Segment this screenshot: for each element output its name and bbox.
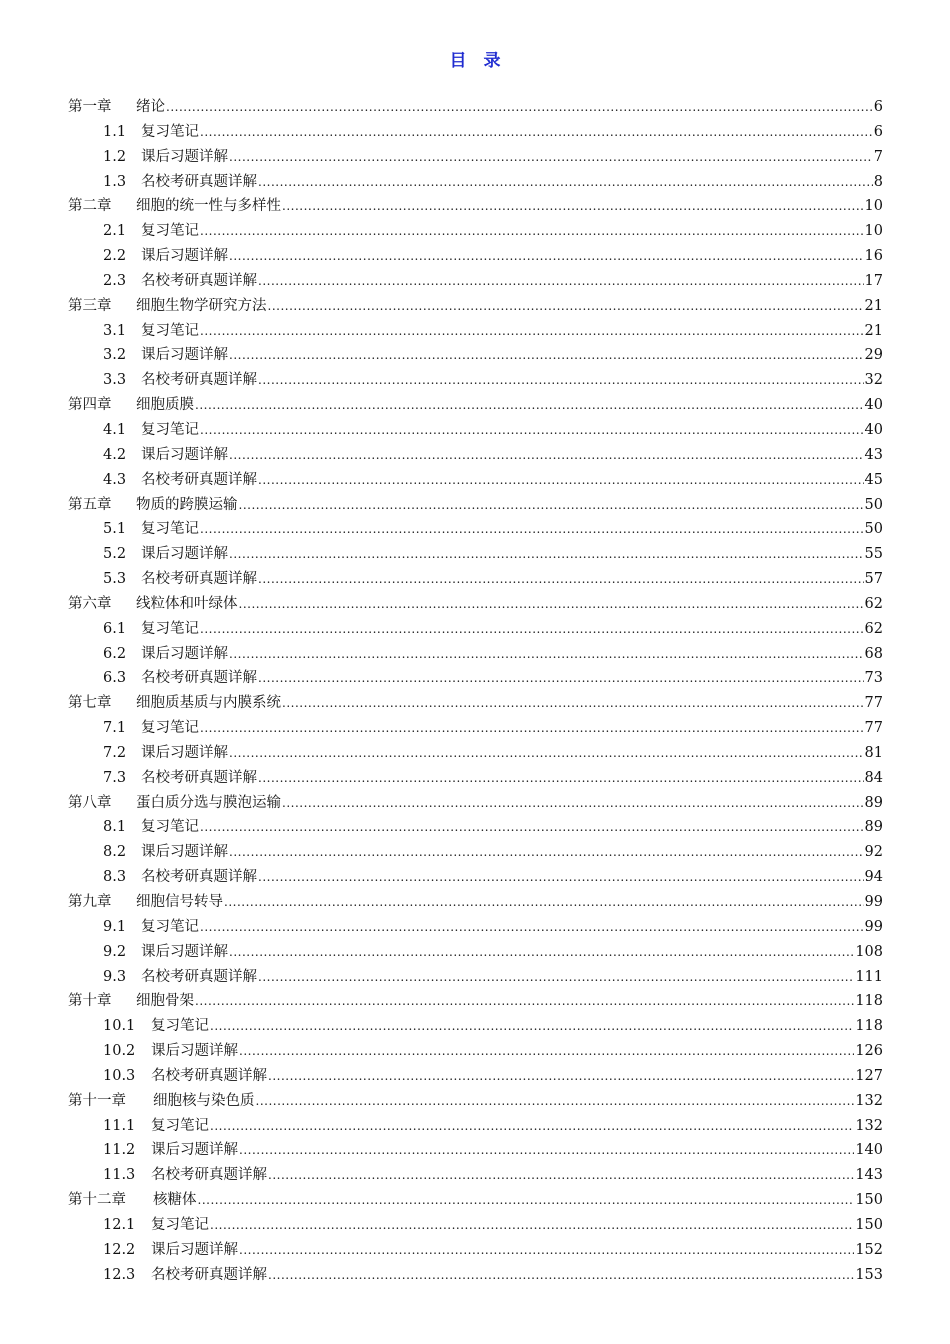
toc-entry-title: 课后习题详解: [141, 347, 228, 364]
dot-leader: [282, 198, 864, 214]
toc-chapter-entry[interactable]: [68, 691, 883, 716]
toc-entry-page-number: 99: [864, 894, 883, 910]
dot-leader: [200, 521, 864, 537]
toc-entry-page-number: 43: [864, 446, 883, 463]
toc-section-entry[interactable]: [68, 319, 883, 344]
toc-entry-number: 第八章: [68, 794, 112, 811]
toc-section-entry[interactable]: [68, 368, 883, 393]
toc-entry-page-number: 99: [864, 918, 883, 935]
toc-entry-number: 第十二章: [68, 1192, 126, 1209]
toc-entry-page-number: 50: [864, 521, 883, 538]
toc-entry-number: 9.2: [103, 943, 127, 960]
toc-entry-page-number: 40: [864, 397, 883, 414]
toc-entry-page-number: 7: [873, 148, 883, 165]
dot-leader: [229, 447, 864, 463]
toc-entry-page-number: 17: [864, 272, 883, 289]
dot-leader: [229, 149, 873, 165]
dot-leader: [282, 795, 864, 811]
toc-chapter-entry[interactable]: [68, 393, 883, 418]
dot-leader: [224, 894, 864, 910]
dot-leader: [258, 670, 864, 686]
toc-entry-title: 复习笔记: [141, 720, 199, 737]
toc-entry-title: 课后习题详解: [141, 546, 228, 563]
toc-entry-title: 名校考研真题详解: [151, 1167, 267, 1184]
dot-leader: [268, 1267, 854, 1283]
toc-entry-number: 11.1: [103, 1117, 136, 1134]
toc-entry-number: 12.2: [103, 1241, 136, 1258]
toc-entry-number: 7.3: [103, 769, 127, 786]
toc-entry-number: 7.2: [103, 744, 127, 761]
toc-entry-page-number: 57: [864, 571, 883, 588]
toc-entry-number: 9.1: [103, 918, 127, 935]
toc-entry-title: 蛋白质分选与膜泡运输: [136, 794, 281, 811]
dot-leader: [258, 571, 864, 587]
toc-entry-page-number: 84: [864, 769, 883, 786]
toc-entry-number: 第二章: [68, 198, 112, 215]
toc-section-entry[interactable]: [68, 343, 883, 368]
toc-entry-number: 5.1: [103, 521, 127, 538]
toc-section-entry[interactable]: [68, 567, 883, 592]
toc-entry-title: 复习笔记: [151, 1018, 209, 1035]
toc-entry-title: 名校考研真题详解: [141, 571, 257, 588]
toc-entry-page-number: 6: [873, 99, 883, 115]
toc-entry-number: 4.2: [103, 446, 127, 463]
toc-entry-title: 课后习题详解: [141, 844, 228, 861]
toc-section-entry[interactable]: [68, 1163, 883, 1188]
toc-section-entry[interactable]: [68, 766, 883, 791]
toc-entry-title: 细胞质膜: [136, 397, 194, 414]
dot-leader: [200, 819, 864, 835]
toc-section-entry[interactable]: [68, 219, 883, 244]
dot-leader: [258, 273, 864, 289]
toc-section-entry[interactable]: [68, 1263, 883, 1288]
toc-entry-number: 第十章: [68, 993, 112, 1010]
toc-section-entry[interactable]: [68, 940, 883, 965]
toc-entry-number: 9.3: [103, 968, 127, 985]
toc-section-entry[interactable]: [68, 468, 883, 493]
toc-entry-page-number: 150: [855, 1192, 883, 1209]
toc-entry-page-number: 21: [864, 322, 883, 339]
toc-section-entry[interactable]: [68, 617, 883, 642]
toc-section-entry[interactable]: [68, 1114, 883, 1139]
toc-entry-number: 8.1: [103, 819, 127, 836]
toc-entry-number: 8.3: [103, 869, 127, 886]
toc-entry-title: 复习笔记: [141, 819, 199, 836]
dot-leader: [200, 621, 864, 637]
toc-entry-title: 名校考研真题详解: [141, 670, 257, 687]
toc-entry-number: 6.1: [103, 620, 127, 637]
toc-entry-title: 名校考研真题详解: [141, 173, 257, 190]
toc-entry-title: 复习笔记: [141, 322, 199, 339]
toc-entry-number: 第四章: [68, 397, 112, 414]
toc-entry-page-number: 29: [864, 347, 883, 364]
dot-leader: [258, 174, 873, 190]
dot-leader: [210, 1118, 854, 1134]
page-title: 目 录: [449, 51, 501, 71]
toc-entry-page-number: 126: [855, 1043, 883, 1060]
toc-entry-title: 名校考研真题详解: [141, 968, 257, 985]
toc-entry-page-number: 40: [864, 421, 883, 438]
dot-leader: [268, 298, 864, 314]
toc-chapter-entry[interactable]: [68, 791, 883, 816]
toc-entry-title: 名校考研真题详解: [141, 272, 257, 289]
dot-leader: [229, 248, 864, 264]
toc-entry-title: 复习笔记: [151, 1117, 209, 1134]
dot-leader: [229, 646, 864, 662]
toc-entry-page-number: 6: [873, 123, 883, 140]
toc-entry-title: 细胞质基质与内膜系统: [136, 695, 281, 712]
toc-entry-page-number: 45: [864, 471, 883, 488]
toc-entry-number: 11.2: [103, 1142, 136, 1159]
toc-entry-number: 12.1: [103, 1216, 136, 1233]
toc-entry-number: 3.2: [103, 347, 127, 364]
toc-section-entry[interactable]: [68, 145, 883, 170]
toc-entry-number: 第五章: [68, 496, 112, 513]
toc-section-entry[interactable]: [68, 269, 883, 294]
dot-leader: [200, 323, 864, 339]
dot-leader: [282, 695, 864, 711]
toc-section-entry[interactable]: [68, 965, 883, 990]
toc-entry-page-number: 132: [855, 1092, 883, 1109]
dot-leader: [200, 124, 873, 140]
toc-entry-title: 复习笔记: [141, 421, 199, 438]
toc-chapter-entry[interactable]: [68, 989, 883, 1014]
toc-entry-page-number: 81: [864, 744, 883, 761]
toc-entry-title: 复习笔记: [141, 521, 199, 538]
toc-section-entry[interactable]: [68, 716, 883, 741]
dot-leader: [210, 1018, 854, 1034]
toc-entry-title: 名校考研真题详解: [141, 769, 257, 786]
dot-leader: [239, 1142, 854, 1158]
toc-section-entry[interactable]: [68, 865, 883, 890]
toc-entry-title: 课后习题详解: [151, 1241, 238, 1258]
toc-entry-page-number: 77: [864, 695, 883, 712]
toc-entry-title: 名校考研真题详解: [151, 1266, 267, 1283]
toc-entry-title: 物质的跨膜运输: [136, 496, 238, 513]
toc-entry-page-number: 77: [864, 720, 883, 737]
dot-leader: [239, 596, 864, 612]
toc-entry-number: 1.1: [103, 123, 127, 140]
toc-entry-page-number: 118: [855, 993, 883, 1010]
dot-leader: [239, 497, 864, 513]
toc-entry-number: 2.1: [103, 223, 127, 240]
toc-entry-title: 复习笔记: [141, 223, 199, 240]
toc-entry-title: 课后习题详解: [141, 645, 228, 662]
toc-entry-page-number: 50: [864, 496, 883, 513]
toc-section-entry[interactable]: [68, 642, 883, 667]
toc-entry-page-number: 73: [864, 670, 883, 687]
dot-leader: [239, 1242, 854, 1258]
toc-entry-title: 绪论: [136, 99, 165, 115]
toc-entry-number: 10.1: [103, 1018, 136, 1035]
toc-entry-title: 复习笔记: [141, 918, 199, 935]
toc-entry-number: 10.2: [103, 1043, 136, 1060]
toc-chapter-entry[interactable]: [68, 1089, 883, 1114]
toc-section-entry[interactable]: [68, 1238, 883, 1263]
toc-entry-number: 第六章: [68, 595, 112, 612]
toc-entry-page-number: 62: [864, 595, 883, 612]
dot-leader: [258, 969, 854, 985]
toc-entry-number: 4.1: [103, 421, 127, 438]
toc-section-entry[interactable]: [68, 120, 883, 145]
dot-leader: [229, 546, 864, 562]
toc-entry-title: 课后习题详解: [141, 446, 228, 463]
toc-entry-title: 课后习题详解: [141, 248, 228, 265]
toc-section-entry[interactable]: [68, 418, 883, 443]
dot-leader: [200, 720, 864, 736]
toc-chapter-entry[interactable]: [68, 95, 883, 120]
dot-leader: [258, 869, 864, 885]
toc-entry-number: 第三章: [68, 297, 112, 314]
toc-entry-title: 线粒体和叶绿体: [136, 595, 238, 612]
dot-leader: [239, 1043, 854, 1059]
toc-entry-page-number: 21: [864, 297, 883, 314]
toc-entry-page-number: 153: [855, 1266, 883, 1283]
toc-entry-number: 10.3: [103, 1067, 136, 1084]
toc-entry-page-number: 89: [864, 819, 883, 836]
dot-leader: [229, 844, 864, 860]
toc-section-entry[interactable]: [68, 244, 883, 269]
toc-entry-title: 细胞信号转导: [136, 894, 223, 910]
dot-leader: [268, 1167, 854, 1183]
toc-entry-page-number: 140: [855, 1142, 883, 1159]
dot-leader: [200, 919, 864, 935]
toc-section-entry[interactable]: [68, 1064, 883, 1089]
toc-entry-page-number: 62: [864, 620, 883, 637]
dot-leader: [256, 1093, 855, 1109]
toc-entry-number: 2.3: [103, 272, 127, 289]
toc-section-entry[interactable]: [68, 741, 883, 766]
toc-entry-title: 课后习题详解: [151, 1142, 238, 1159]
toc-entry-number: 7.1: [103, 720, 127, 737]
toc-entry-title: 细胞骨架: [136, 993, 194, 1010]
toc-entry-title: 名校考研真题详解: [141, 372, 257, 389]
toc-entry-page-number: 152: [855, 1241, 883, 1258]
toc-entry-number: 1.3: [103, 173, 127, 190]
dot-leader: [258, 472, 864, 488]
toc-entry-title: 细胞生物学研究方法: [136, 297, 267, 314]
toc-entry-number: 11.3: [103, 1167, 136, 1184]
dot-leader: [210, 1217, 854, 1233]
toc-entry-number: 5.2: [103, 546, 127, 563]
toc-entry-page-number: 16: [864, 248, 883, 265]
toc-entry-page-number: 108: [855, 943, 883, 960]
toc-section-entry[interactable]: [68, 517, 883, 542]
toc-section-entry[interactable]: [68, 1039, 883, 1064]
toc-entry-number: 6.2: [103, 645, 127, 662]
toc-section-entry[interactable]: [68, 666, 883, 691]
toc-section-entry[interactable]: [68, 542, 883, 567]
dot-leader: [166, 99, 873, 115]
toc-entry-page-number: 132: [855, 1117, 883, 1134]
dot-leader: [229, 745, 864, 761]
toc-entry-number: 12.3: [103, 1266, 136, 1283]
toc-section-entry[interactable]: [68, 840, 883, 865]
dot-leader: [200, 422, 864, 438]
toc-entry-number: 8.2: [103, 844, 127, 861]
toc-chapter-entry[interactable]: [68, 294, 883, 319]
toc-section-entry[interactable]: [68, 443, 883, 468]
dot-leader: [198, 1192, 855, 1208]
dot-leader: [229, 347, 864, 363]
toc-entry-title: 课后习题详解: [141, 744, 228, 761]
toc-section-entry[interactable]: [68, 815, 883, 840]
toc-entry-page-number: 8: [873, 173, 883, 190]
toc-entry-page-number: 55: [864, 546, 883, 563]
toc-entry-title: 核糖体: [153, 1192, 197, 1209]
toc-entry-title: 细胞核与染色质: [153, 1092, 255, 1109]
toc-section-entry[interactable]: [68, 170, 883, 195]
toc-entry-number: 6.3: [103, 670, 127, 687]
dot-leader: [229, 944, 854, 960]
toc-chapter-entry[interactable]: [68, 194, 883, 219]
toc-entry-page-number: 32: [864, 372, 883, 389]
toc-chapter-entry[interactable]: [68, 1188, 883, 1213]
table-of-contents: [68, 95, 883, 1288]
dot-leader: [258, 770, 864, 786]
toc-entry-title: 课后习题详解: [141, 943, 228, 960]
toc-entry-title: 名校考研真题详解: [141, 869, 257, 886]
toc-entry-number: 4.3: [103, 471, 127, 488]
dot-leader: [200, 223, 864, 239]
toc-entry-page-number: 92: [864, 844, 883, 861]
toc-entry-number: 1.2: [103, 148, 127, 165]
toc-chapter-entry[interactable]: [68, 890, 883, 915]
toc-entry-page-number: 10: [864, 198, 883, 215]
toc-entry-number: 3.1: [103, 322, 127, 339]
toc-entry-number: 第七章: [68, 695, 112, 712]
toc-entry-number: 第一章: [68, 99, 112, 115]
dot-leader: [268, 1068, 854, 1084]
toc-entry-page-number: 68: [864, 645, 883, 662]
toc-entry-number: 第九章: [68, 894, 112, 910]
toc-entry-page-number: 118: [855, 1018, 883, 1035]
toc-entry-page-number: 143: [855, 1167, 883, 1184]
toc-entry-number: 5.3: [103, 571, 127, 588]
dot-leader: [258, 372, 864, 388]
toc-entry-title: 课后习题详解: [141, 148, 228, 165]
toc-entry-title: 复习笔记: [151, 1216, 209, 1233]
toc-entry-title: 复习笔记: [141, 620, 199, 637]
toc-entry-title: 课后习题详解: [151, 1043, 238, 1060]
toc-entry-number: 3.3: [103, 372, 127, 389]
toc-entry-page-number: 89: [864, 794, 883, 811]
dot-leader: [195, 993, 854, 1009]
dot-leader: [195, 397, 864, 413]
toc-entry-page-number: 94: [864, 869, 883, 886]
toc-entry-page-number: 127: [855, 1067, 883, 1084]
toc-entry-title: 名校考研真题详解: [141, 471, 257, 488]
toc-entry-page-number: 111: [855, 968, 883, 985]
toc-chapter-entry[interactable]: [68, 493, 883, 518]
toc-entry-title: 复习笔记: [141, 123, 199, 140]
toc-section-entry[interactable]: [68, 915, 883, 940]
toc-entry-number: 2.2: [103, 248, 127, 265]
toc-entry-page-number: 10: [864, 223, 883, 240]
toc-section-entry[interactable]: [68, 1014, 883, 1039]
toc-entry-title: 细胞的统一性与多样性: [136, 198, 281, 215]
toc-entry-number: 第十一章: [68, 1092, 126, 1109]
toc-chapter-entry[interactable]: [68, 592, 883, 617]
toc-section-entry[interactable]: [68, 1213, 883, 1238]
toc-entry-page-number: 150: [855, 1216, 883, 1233]
toc-section-entry[interactable]: [68, 1138, 883, 1163]
toc-entry-title: 名校考研真题详解: [151, 1067, 267, 1084]
